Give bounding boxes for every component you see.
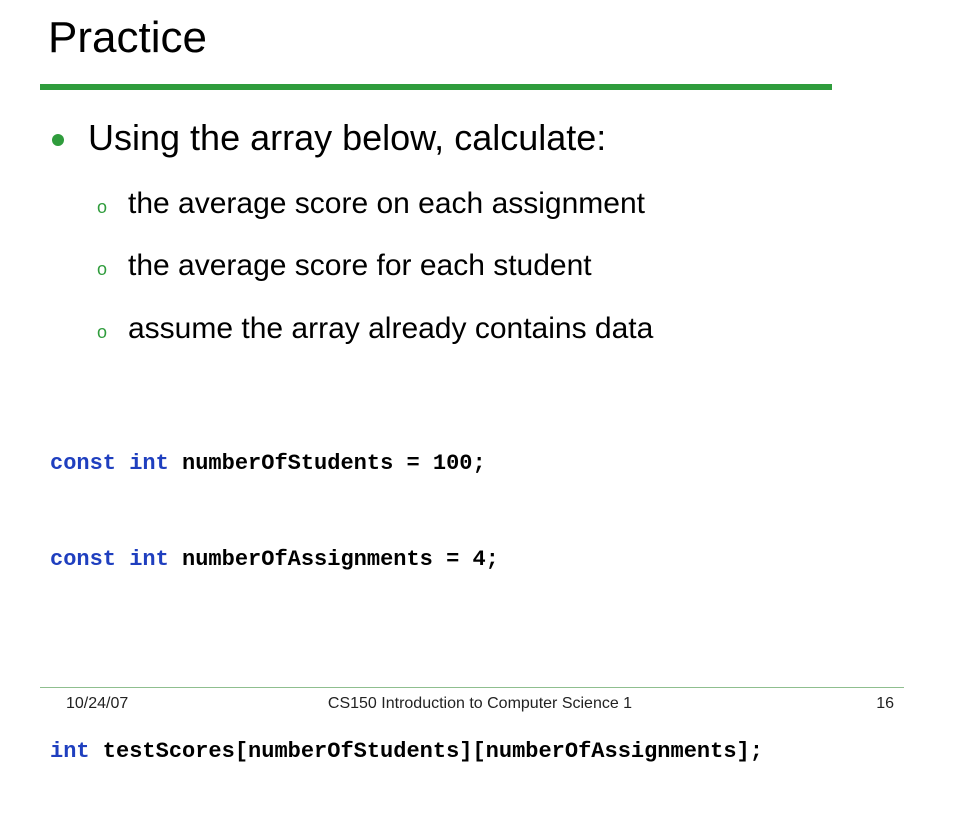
code-line-2 (50, 544, 763, 576)
code-block (50, 384, 763, 832)
title-underline (40, 84, 832, 90)
code-text: numberOfStudents = 100; (168, 451, 486, 476)
sub-bullet-marker-icon: o (97, 321, 108, 342)
main-bullet (52, 114, 606, 162)
code-line-1 (50, 448, 763, 480)
sub-bullet-marker-icon: o (97, 196, 108, 217)
sub-bullet-3 (97, 309, 653, 349)
sub-bullet-text: the average score on each assignment (128, 187, 645, 220)
bullet-dot-icon (52, 134, 64, 146)
sub-bullet-text: the average score for each student (128, 249, 592, 282)
code-keyword: const (50, 547, 117, 572)
code-text: numberOfAssignments = 4; (168, 547, 499, 572)
footer-divider (40, 687, 904, 688)
sub-bullet-text: assume the array already contains data (128, 312, 654, 345)
code-keyword: int (129, 451, 169, 476)
code-keyword: int (50, 739, 90, 764)
footer-course: CS150 Introduction to Computer Science 1 (327, 695, 633, 712)
sub-bullet-2 (97, 246, 592, 286)
code-line-blank (50, 640, 763, 672)
code-line-4 (50, 736, 763, 768)
code-keyword: int (129, 547, 169, 572)
main-bullet-text: Using the array below, calculate: (88, 117, 607, 158)
sub-bullet-1 (97, 184, 645, 224)
footer-page-number: 16 (876, 695, 894, 712)
sub-bullet-marker-icon: o (97, 258, 108, 279)
code-text: testScores[numberOfStudents][numberOfAssignments]; (89, 739, 763, 764)
code-keyword: const (50, 451, 117, 476)
slide-title: Practice (48, 13, 207, 62)
footer-date: 10/24/07 (66, 695, 129, 712)
